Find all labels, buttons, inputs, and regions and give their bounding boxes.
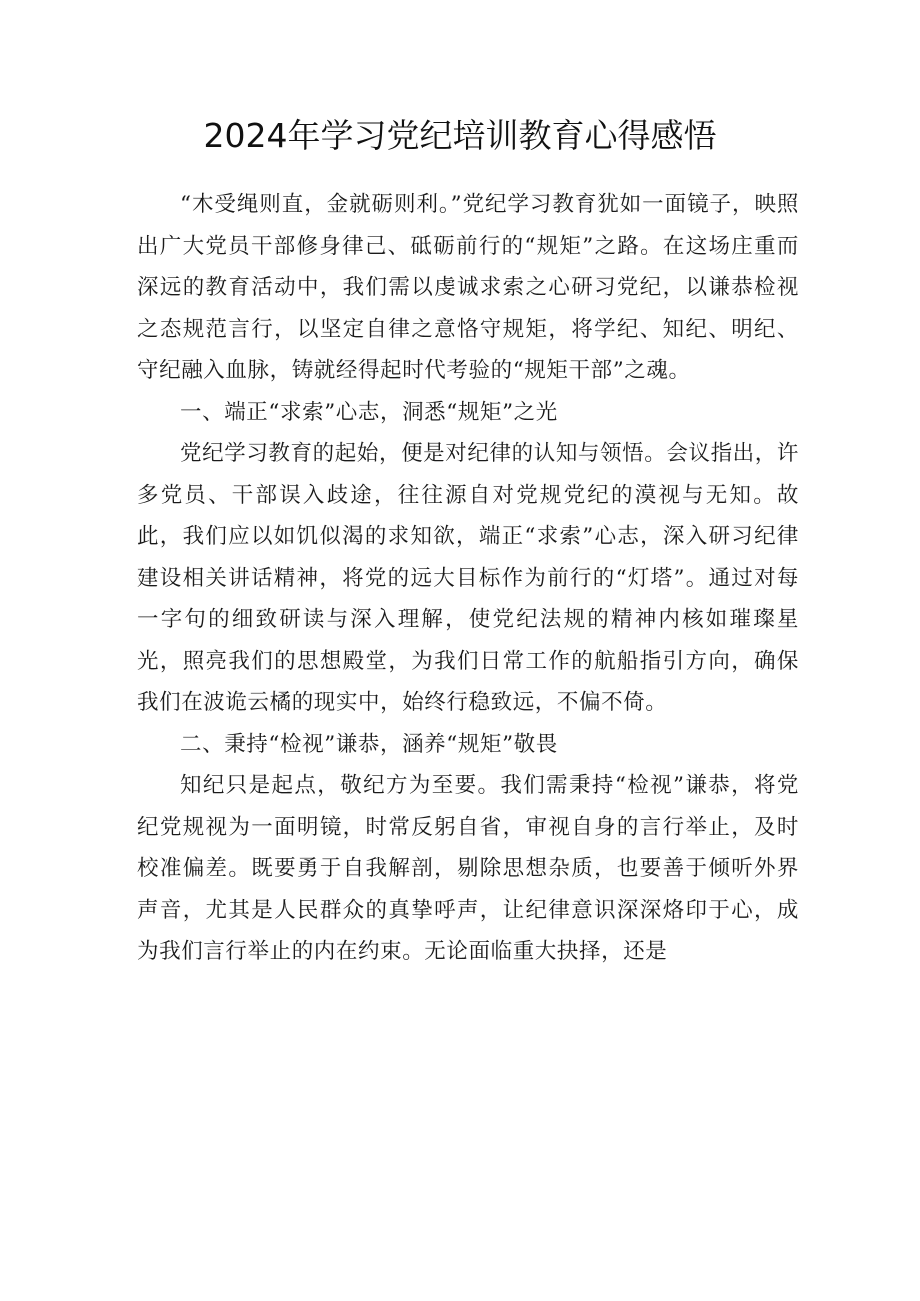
intro-paragraph: “木受绳则直，金就砺则利。”党纪学习教育犹如一面镜子，映照出广大党员干部修身律己、砥砺前行的“规矩”之路。在这场庄重而深远的教育活动中，我们需以虔诚求索之心研习党纪，以谦恭检视之态规范言行，以坚定自律之意恪守规矩，将学纪、知纪、明纪、守纪融入血脉，铸就经得起时代考验的“规矩干部”之魂。 — [137, 192, 799, 383]
document-body — [137, 184, 799, 973]
document-title: 2024年学习党纪培训教育心得感悟 — [203, 116, 717, 155]
section-2-paragraph: 知纪只是起点，敬纪方为至要。我们需秉持“检视”谦恭，将党纪党规视为一面明镜，时常反躬自省，审视自身的言行举止，及时校准偏差。既要勇于自我解剖，剔除思想杂质，也要善于倾听外界声音，尤其是人民群众的真挚呼声，让纪律意识深深烙印于心，成为我们言行举止的内在约束。无论面临重大抉择，还是 — [137, 773, 799, 964]
section-2-heading: 二、秉持“检视”谦恭，涵养“规矩”敬畏 — [180, 731, 558, 757]
section-1-heading: 一、端正“求索”心志，洞悉“规矩”之光 — [180, 399, 558, 425]
section-1-paragraph: 党纪学习教育的起始，便是对纪律的认知与领悟。会议指出，许多党员、干部误入歧途，往往源自对党规党纪的漠视与无知。故此，我们应以如饥似渴的求知欲，端正“求索”心志，深入研习纪律建设相关讲话精神，将党的远大目标作为前行的“灯塔”。通过对每一字句的细致研读与深入理解，使党纪法规的精神内核如璀璨星光，照亮我们的思想殿堂，为我们日常工作的航船指引方向，确保我们在波诡云橘的现实中，始终行稳致远，不偏不倚。 — [137, 441, 799, 715]
